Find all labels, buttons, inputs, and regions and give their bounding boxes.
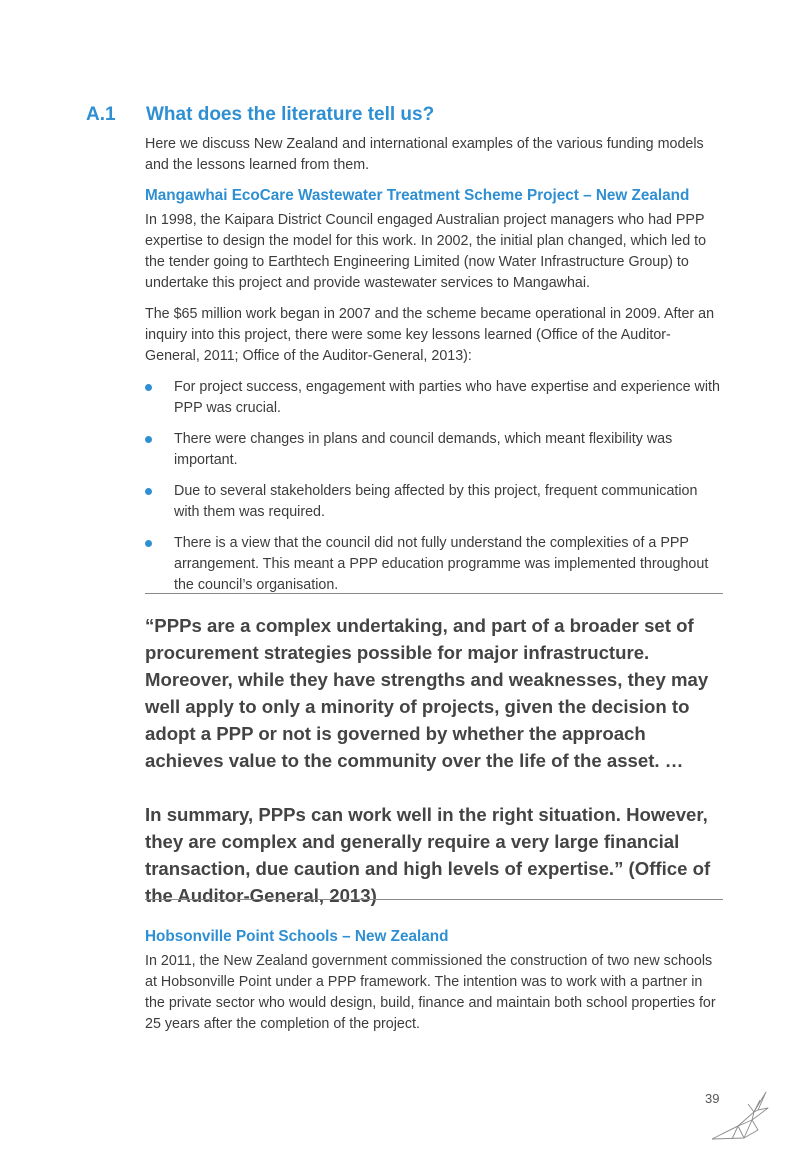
geometric-bird-logo-icon: [708, 1086, 772, 1144]
main-content-top: [145, 134, 723, 606]
list-item-text: Due to several stakeholders being affected by this project, frequent communication with them was required.: [174, 483, 698, 520]
main-content-bottom: [145, 927, 723, 1045]
hobsonville-paragraph: In 2011, the New Zealand government commissioned the construction of two new schools at Hobsonville Point under a PPP framework. The intention was to work with a partner in the private sector who would design, build, finance and maintain both school properties for 25 years after the completion of the project.: [145, 953, 716, 1032]
bullet-dot-icon: [145, 384, 152, 391]
section-title: What does the literature tell us?: [146, 104, 435, 125]
bullet-dot-icon: [145, 540, 152, 547]
mangawhai-heading: Mangawhai EcoCare Wastewater Treatment Scheme Project – New Zealand: [145, 187, 690, 204]
list-item: [145, 533, 723, 596]
section-heading: [86, 104, 434, 126]
bullet-dot-icon: [145, 436, 152, 443]
quote-paragraph-2: In summary, PPPs can work well in the right situation. However, they are complex and generally require a very large financial transaction, due caution and high levels of expertise.” (Office of the Auditor-General, 2013): [145, 804, 711, 906]
page-number: 39: [705, 1091, 720, 1106]
quote-top-rule: [145, 593, 723, 594]
mangawhai-paragraph-1: In 1998, the Kaipara District Council engaged Australian project managers who had PPP expertise to design the model for this work. In 2002, the initial plan changed, which led to the tender going to Earthtech Engineering Limited (now Water Infrastructure Group) to undertake this project and provide wastewater services to Mangawhai.: [145, 212, 707, 291]
list-item: [145, 429, 723, 471]
list-item: [145, 481, 723, 523]
pull-quote: [145, 612, 725, 936]
list-item-text: There were changes in plans and council demands, which meant flexibility was important.: [174, 431, 673, 468]
lessons-list: [145, 377, 723, 596]
quote-bottom-rule: [145, 899, 723, 900]
list-item-text: There is a view that the council did not fully understand the complexities of a PPP arrangement. This meant a PPP education programme was implemented throughout the council’s organisation.: [174, 535, 709, 593]
section-number: A.1: [86, 104, 116, 125]
bullet-dot-icon: [145, 488, 152, 495]
intro-paragraph: Here we discuss New Zealand and international examples of the various funding models and the lessons learned from them.: [145, 136, 704, 173]
list-item: [145, 377, 723, 419]
quote-paragraph-1: “PPPs are a complex undertaking, and part of a broader set of procurement strategies possible for major infrastructure. Moreover, while they have strengths and weaknesses, they may well apply to only a minority of projects, given the decision to adopt a PPP or not is governed by whether the approach achieves value to the community over the life of the asset. …: [145, 615, 709, 771]
list-item-text: For project success, engagement with parties who have expertise and experience with PPP was crucial.: [174, 379, 720, 416]
hobsonville-heading: Hobsonville Point Schools – New Zealand: [145, 928, 449, 945]
mangawhai-paragraph-2: The $65 million work began in 2007 and the scheme became operational in 2009. After an inquiry into this project, there were some key lessons learned (Office of the Auditor-General, 2011; Office of the Auditor-General, 2013):: [145, 306, 715, 364]
